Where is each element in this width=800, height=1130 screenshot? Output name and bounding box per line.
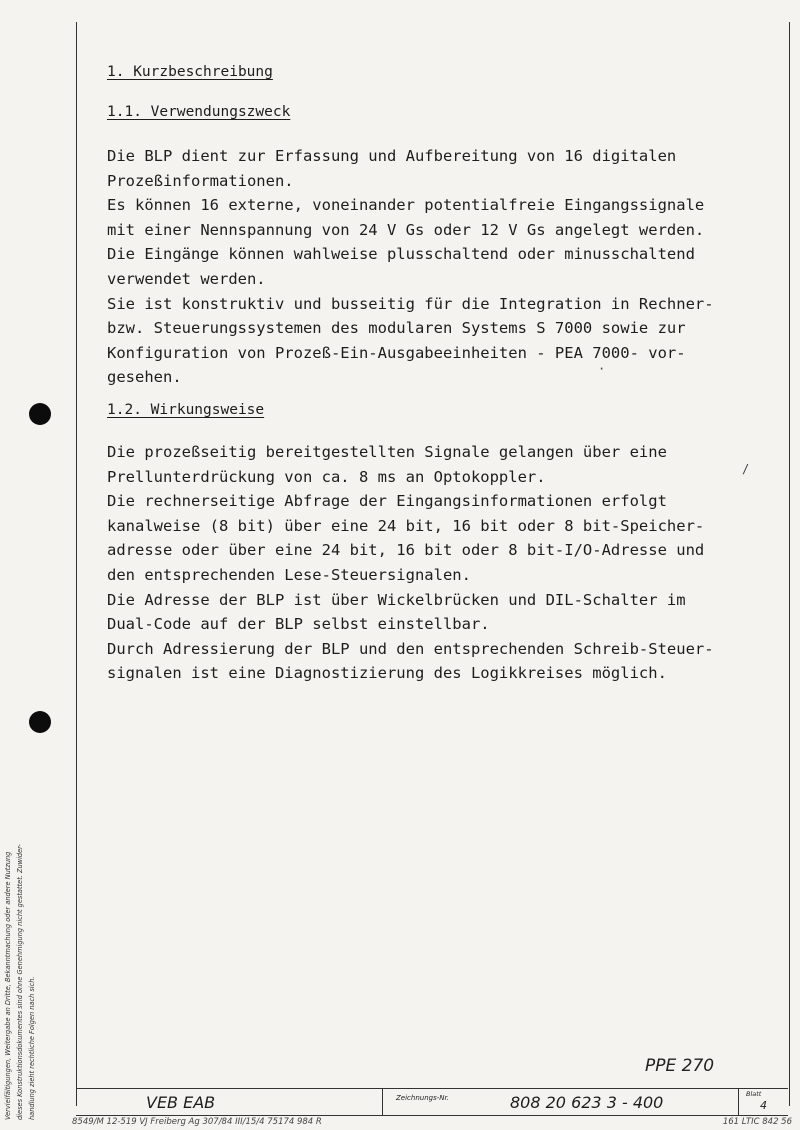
notice-line: dieses Konstruktionsdokumentes sind ohne Genehmigung nicht gestattet. Zuwider- bbox=[16, 844, 24, 1120]
sheet-label: Blatt bbox=[746, 1090, 762, 1098]
sheet-number: 4 bbox=[760, 1099, 767, 1112]
text-line: Prellunterdrückung von ca. 8 ms an Optokoppler. bbox=[107, 467, 546, 486]
text-line: adresse oder über eine 24 bit, 16 bit oder 8 bit-I/O-Adresse und bbox=[107, 541, 705, 560]
ink-dot: · bbox=[598, 362, 606, 376]
text-line: verwendet werden. bbox=[107, 269, 266, 288]
text-line: Die prozeßseitig bereitgestellten Signale gelangen über eine bbox=[107, 443, 667, 461]
print-footer bbox=[72, 1117, 792, 1127]
text-line: signalen ist eine Diagnostizierung des Logikkreises möglich. bbox=[107, 664, 667, 683]
text-line: Die BLP dient zur Erfassung und Aufbereitung von 16 digitalen bbox=[107, 147, 677, 165]
main-heading: 1. Kurzbeschreibung bbox=[107, 64, 273, 80]
text-line: Dual-Code auf der BLP selbst einstellbar. bbox=[107, 615, 490, 634]
text-line: Es können 16 externe, voneinander potentialfreie Eingangssignale bbox=[107, 196, 705, 215]
pencil-mark: / bbox=[742, 462, 750, 476]
text-line: Sie ist konstruktiv und busseitig für die Integration in Rechner- bbox=[107, 294, 714, 313]
title-block-divider bbox=[382, 1089, 383, 1115]
text-line: kanalweise (8 bit) über eine 24 bit, 16 bit oder 8 bit-Speicher- bbox=[107, 516, 705, 535]
section-1-text bbox=[107, 144, 714, 390]
section-2-heading: 1.2. Wirkungsweise bbox=[107, 402, 265, 418]
title-block bbox=[76, 1088, 788, 1116]
footer-print-code: 8549/M 12-519 VJ Freiberg Ag 307/84 III/15/4 75174 984 R bbox=[72, 1117, 322, 1127]
text-line: Durch Adressierung der BLP und den entsprechenden Schreib-Steuer- bbox=[107, 639, 714, 658]
text-line: mit einer Nennspannung von 24 V Gs oder 12 V Gs angelegt werden. bbox=[107, 220, 705, 239]
section-1-heading: 1.1. Verwendungszweck bbox=[107, 104, 291, 120]
section-2-text bbox=[107, 440, 714, 686]
ppe-stamp: PPE 270 bbox=[645, 1056, 715, 1076]
drawing-number-label: Zeichnungs-Nr. bbox=[396, 1094, 449, 1102]
text-line: Die rechnerseitige Abfrage der Eingangsinformationen erfolgt bbox=[107, 492, 667, 511]
footer-form-code: 161 LTIC 842 56 bbox=[722, 1117, 792, 1127]
text-line: gesehen. bbox=[107, 368, 182, 387]
text-line: Konfiguration von Prozeß-Ein-Ausgabeeinheiten - PEA 7000- vor- bbox=[107, 343, 686, 362]
notice-line: handlung zieht rechtliche Folgen nach sich. bbox=[28, 976, 36, 1120]
drawing-number: 808 20 623 3 - 400 bbox=[510, 1093, 664, 1112]
company-name: VEB EAB bbox=[146, 1093, 216, 1112]
text-line: bzw. Steuerungssystemen des modularen Systems S 7000 sowie zur bbox=[107, 319, 686, 338]
punch-hole-upper bbox=[29, 403, 51, 425]
text-line: Die Adresse der BLP ist über Wickelbrücken und DIL-Schalter im bbox=[107, 590, 686, 609]
notice-line: Vervielfältigungen, Weitergabe an Dritte, Bekanntmachung oder andere Nutzung bbox=[4, 851, 12, 1120]
text-line: den entsprechenden Lese-Steuersignalen. bbox=[107, 565, 471, 584]
text-line: Prozeßinformationen. bbox=[107, 171, 294, 190]
text-line: Die Eingänge können wahlweise plusschaltend oder minusschaltend bbox=[107, 245, 695, 264]
title-block-divider bbox=[738, 1089, 739, 1115]
punch-hole-lower bbox=[29, 711, 51, 733]
copyright-notice bbox=[2, 780, 38, 1120]
